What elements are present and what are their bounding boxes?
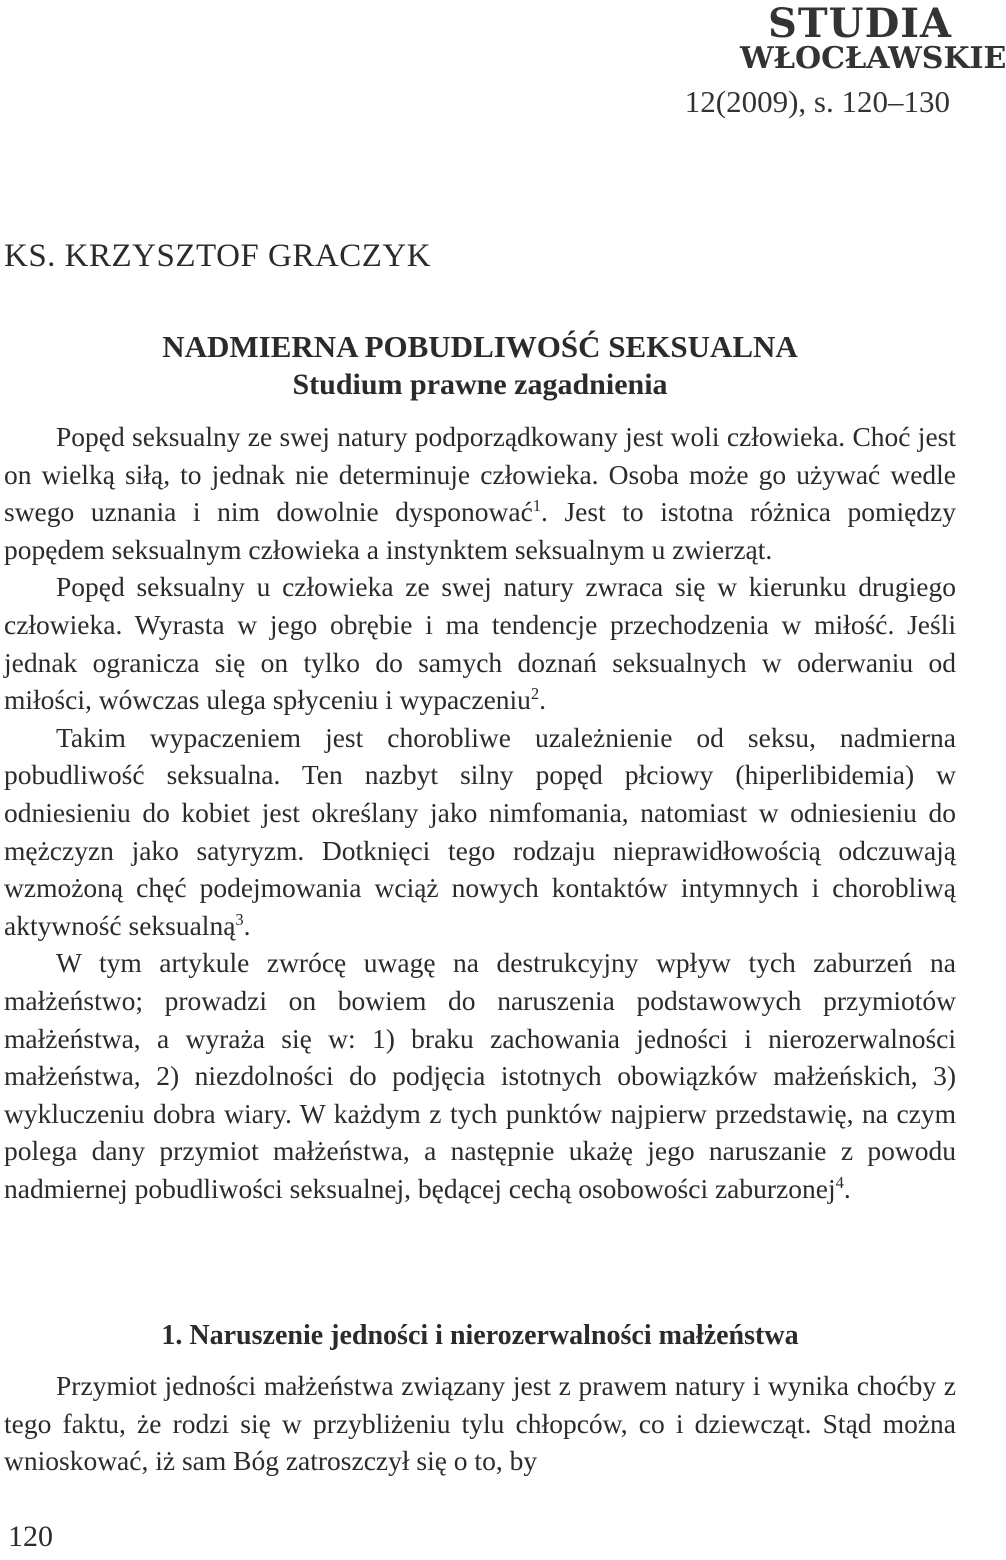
section-body <box>4 1367 956 1480</box>
paragraph <box>4 568 956 718</box>
paragraph-text: W tym artykule zwrócę uwagę na destrukcyjny wpływ tych zaburzeń na małżeństwo; prowadzi on bowiem do naruszenia podstawowych przymiotów małżeństwa, a wyraża się w: 1) braku zachowania jedności i nierozerwalności małżeństwa, 2) niezdolności do podjęcia istotnych obowiązków małżeńskich, 3) wykluczeniu dobra wiary. W każdym z tych punktów najpierw przedstawię, na czym polega dany przymiot małżeństwa, a następnie ukażę jego naruszanie z powodu nadmiernej pobudliwości seksualnej, będącej cechą osobowości zaburzonej <box>4 947 956 1204</box>
journal-logo <box>740 0 1006 76</box>
article-title: NADMIERNA POBUDLIWOŚĆ SEKSUALNA <box>162 329 798 364</box>
paragraph-text: Popęd seksualny u człowieka ze swej natury zwraca się w kierunku drugiego człowieka. Wyrasta w jego obrębie i ma tendencje przechodzenia w miłość. Jeśli jednak ogranicza się on tylko do samych doznań seksualnych w oderwaniu od miłości, wówczas ulega spłyceniu i wypaczeniu <box>4 571 956 716</box>
article-body <box>4 418 956 1207</box>
footnote-ref[interactable]: 4 <box>835 1172 844 1192</box>
footnote-ref[interactable]: 1 <box>532 496 542 516</box>
paragraph-text: . Jest to istotna różnica pomiędzy popędem seksualnym człowieka a instynktem seksualnym u zwierząt. <box>4 496 956 565</box>
paragraph <box>4 418 956 568</box>
paragraph-text: . <box>539 684 547 716</box>
journal-citation: 12(2009), s. 120–130 <box>684 84 950 119</box>
paragraph-text: Takim wypaczeniem jest chorobliwe uzależnienie od seksu, nadmierna pobudliwość seksualna. Ten nazbyt silny popęd płciowy (hiperlibidemia) w odniesieniu do kobiet jest określany jako nimfomania, natomiast w odniesieniu do mężczyzn jako satyryzm. Dotknięci tego rodzaju nieprawidłowością odczuwają wzmożoną chęć podejmowania wciąż nowych kontaktów intymnych i chorobliwą aktywność seksualną <box>4 721 956 941</box>
article-author: KS. KRZYSZTOF GRACZYK <box>4 238 432 274</box>
paragraph-text: . <box>843 1172 851 1204</box>
logo-line-2: WŁOCŁAWSKIE <box>740 41 1006 76</box>
paragraph: Przymiot jedności małżeństwa związany jest z prawem natury i wynika choćby z tego faktu, że rodzi się w przybliżeniu tylu chłopców, co i dziewcząt. Stąd można wnioskować, iż sam Bóg zatroszczył się o to, by <box>4 1370 956 1477</box>
footnote-ref[interactable]: 2 <box>530 684 540 703</box>
logo-line-1: STUDIA <box>768 0 952 47</box>
paragraph <box>4 719 956 945</box>
paragraph <box>4 944 956 1207</box>
paragraph-text: . <box>243 909 251 941</box>
page-number: 120 <box>8 1520 53 1553</box>
section-heading: 1. Naruszenie jedności i nierozerwalności małżeństwa <box>161 1320 799 1351</box>
article-subtitle: Studium prawne zagadnienia <box>292 368 668 401</box>
paragraph-text: Popęd seksualny ze swej natury podporządkowany jest woli człowieka. Choć jest on wielką siłą, to jednak nie determinuje człowieka. Osoba może go używać wedle swego uznania i nim dowolnie dysponować <box>4 421 956 528</box>
footnote-ref[interactable]: 3 <box>235 909 244 929</box>
